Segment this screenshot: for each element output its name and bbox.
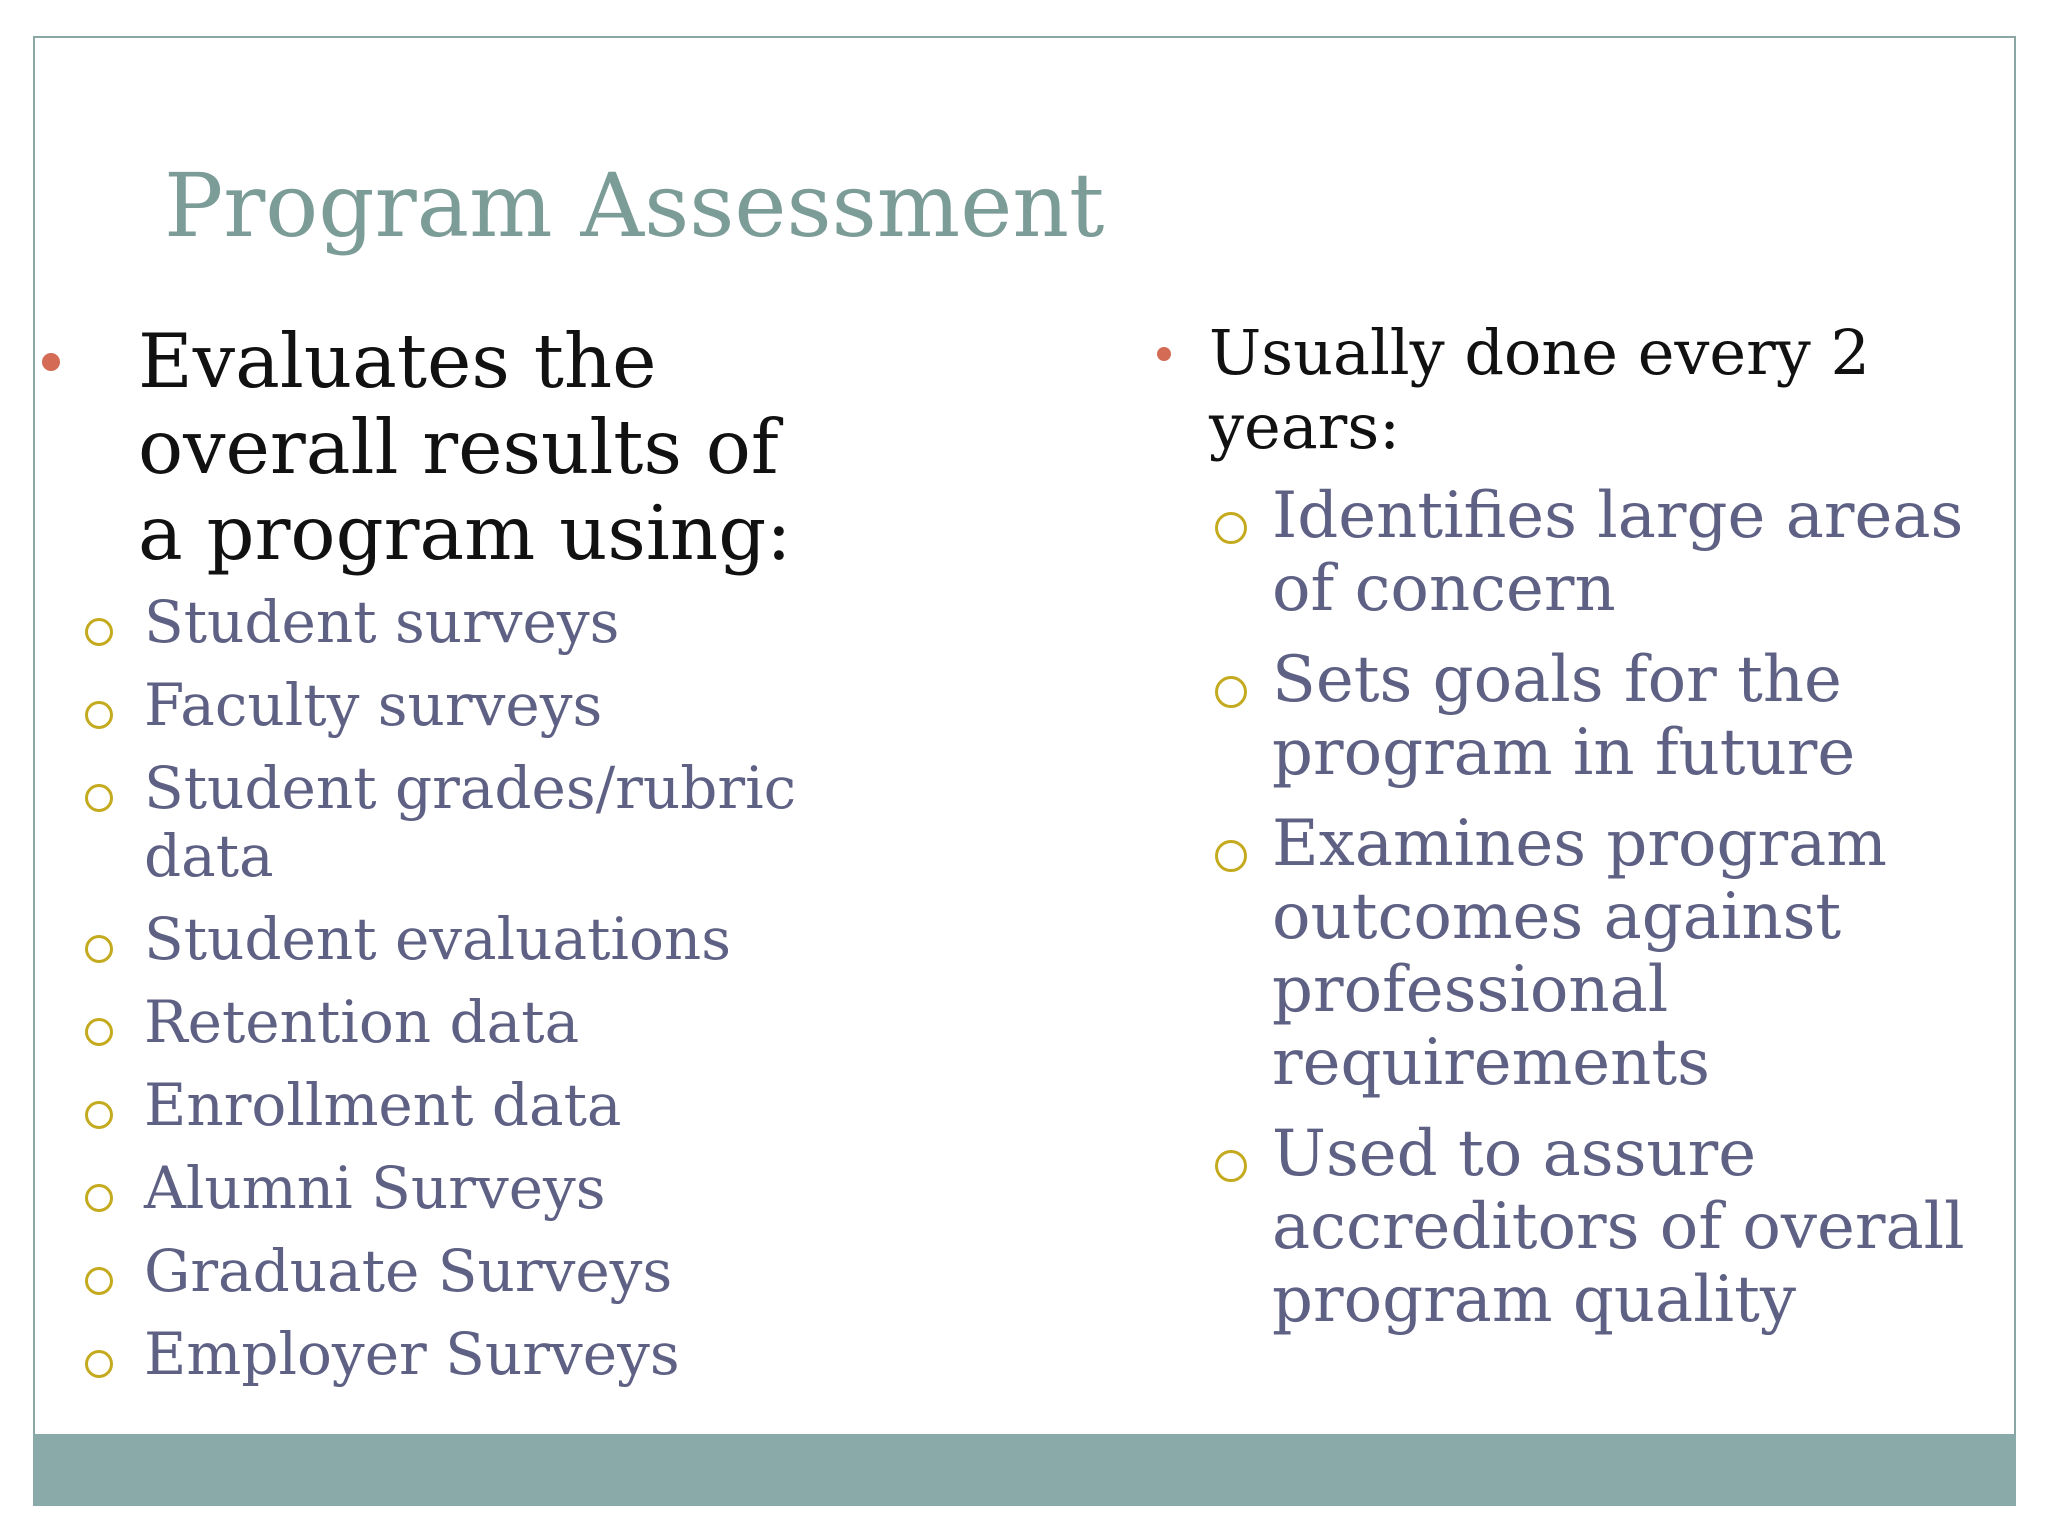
hollow-circle-bullet-icon bbox=[85, 1018, 113, 1046]
footer-band bbox=[33, 1434, 2016, 1506]
list-item bbox=[144, 1154, 844, 1222]
hollow-circle-bullet-icon bbox=[85, 935, 113, 963]
list-item-text: Student surveys bbox=[144, 588, 620, 656]
bullet-dot-icon bbox=[1157, 347, 1171, 361]
hollow-circle-bullet-icon bbox=[1215, 676, 1247, 708]
list-item bbox=[1272, 644, 2012, 790]
hollow-circle-bullet-icon bbox=[85, 1267, 113, 1295]
list-item bbox=[144, 1237, 844, 1305]
list-item bbox=[1272, 1118, 2012, 1337]
list-item bbox=[144, 588, 844, 656]
hollow-circle-bullet-icon bbox=[85, 1101, 113, 1129]
list-item-text: Retention data bbox=[144, 988, 580, 1056]
list-item bbox=[144, 1071, 844, 1139]
list-item bbox=[144, 671, 844, 739]
list-item bbox=[144, 905, 844, 973]
hollow-circle-bullet-icon bbox=[85, 618, 113, 646]
list-item-text: Faculty surveys bbox=[144, 671, 603, 739]
hollow-circle-bullet-icon bbox=[85, 1350, 113, 1378]
list-item-text: Examines program outcomes against professional requirements bbox=[1272, 807, 1887, 1100]
list-item bbox=[1272, 480, 2012, 626]
hollow-circle-bullet-icon bbox=[1215, 1150, 1247, 1182]
list-item bbox=[144, 1320, 844, 1388]
list-item-text: Sets goals for the program in future bbox=[1272, 643, 1856, 790]
list-item-text: Student evaluations bbox=[144, 905, 731, 973]
list-item-text: Alumni Surveys bbox=[144, 1154, 606, 1222]
list-item-text: Enrollment data bbox=[144, 1071, 622, 1139]
list-item-text: Graduate Surveys bbox=[144, 1237, 673, 1305]
bullet-dot-icon bbox=[42, 353, 60, 371]
list-item bbox=[1272, 808, 2012, 1100]
hollow-circle-bullet-icon bbox=[1215, 840, 1247, 872]
list-item-text: Identifies large areas of concern bbox=[1272, 479, 1964, 626]
list-item-text: Student grades/rubric data bbox=[144, 754, 797, 890]
hollow-circle-bullet-icon bbox=[85, 784, 113, 812]
left-sub-list bbox=[144, 588, 844, 1403]
list-item-text: Employer Surveys bbox=[144, 1320, 680, 1388]
left-main-point: Evaluates the overall results of a program using: bbox=[138, 317, 792, 577]
list-item bbox=[144, 988, 844, 1056]
list-item-text: Used to assure accreditors of overall program quality bbox=[1272, 1117, 1965, 1337]
right-sub-list bbox=[1272, 480, 2012, 1355]
hollow-circle-bullet-icon bbox=[85, 701, 113, 729]
right-main-point: Usually done every 2 years: bbox=[1209, 316, 1870, 463]
hollow-circle-bullet-icon bbox=[85, 1184, 113, 1212]
slide-title: Program Assessment bbox=[164, 154, 1105, 257]
list-item bbox=[144, 754, 844, 890]
hollow-circle-bullet-icon bbox=[1215, 512, 1247, 544]
